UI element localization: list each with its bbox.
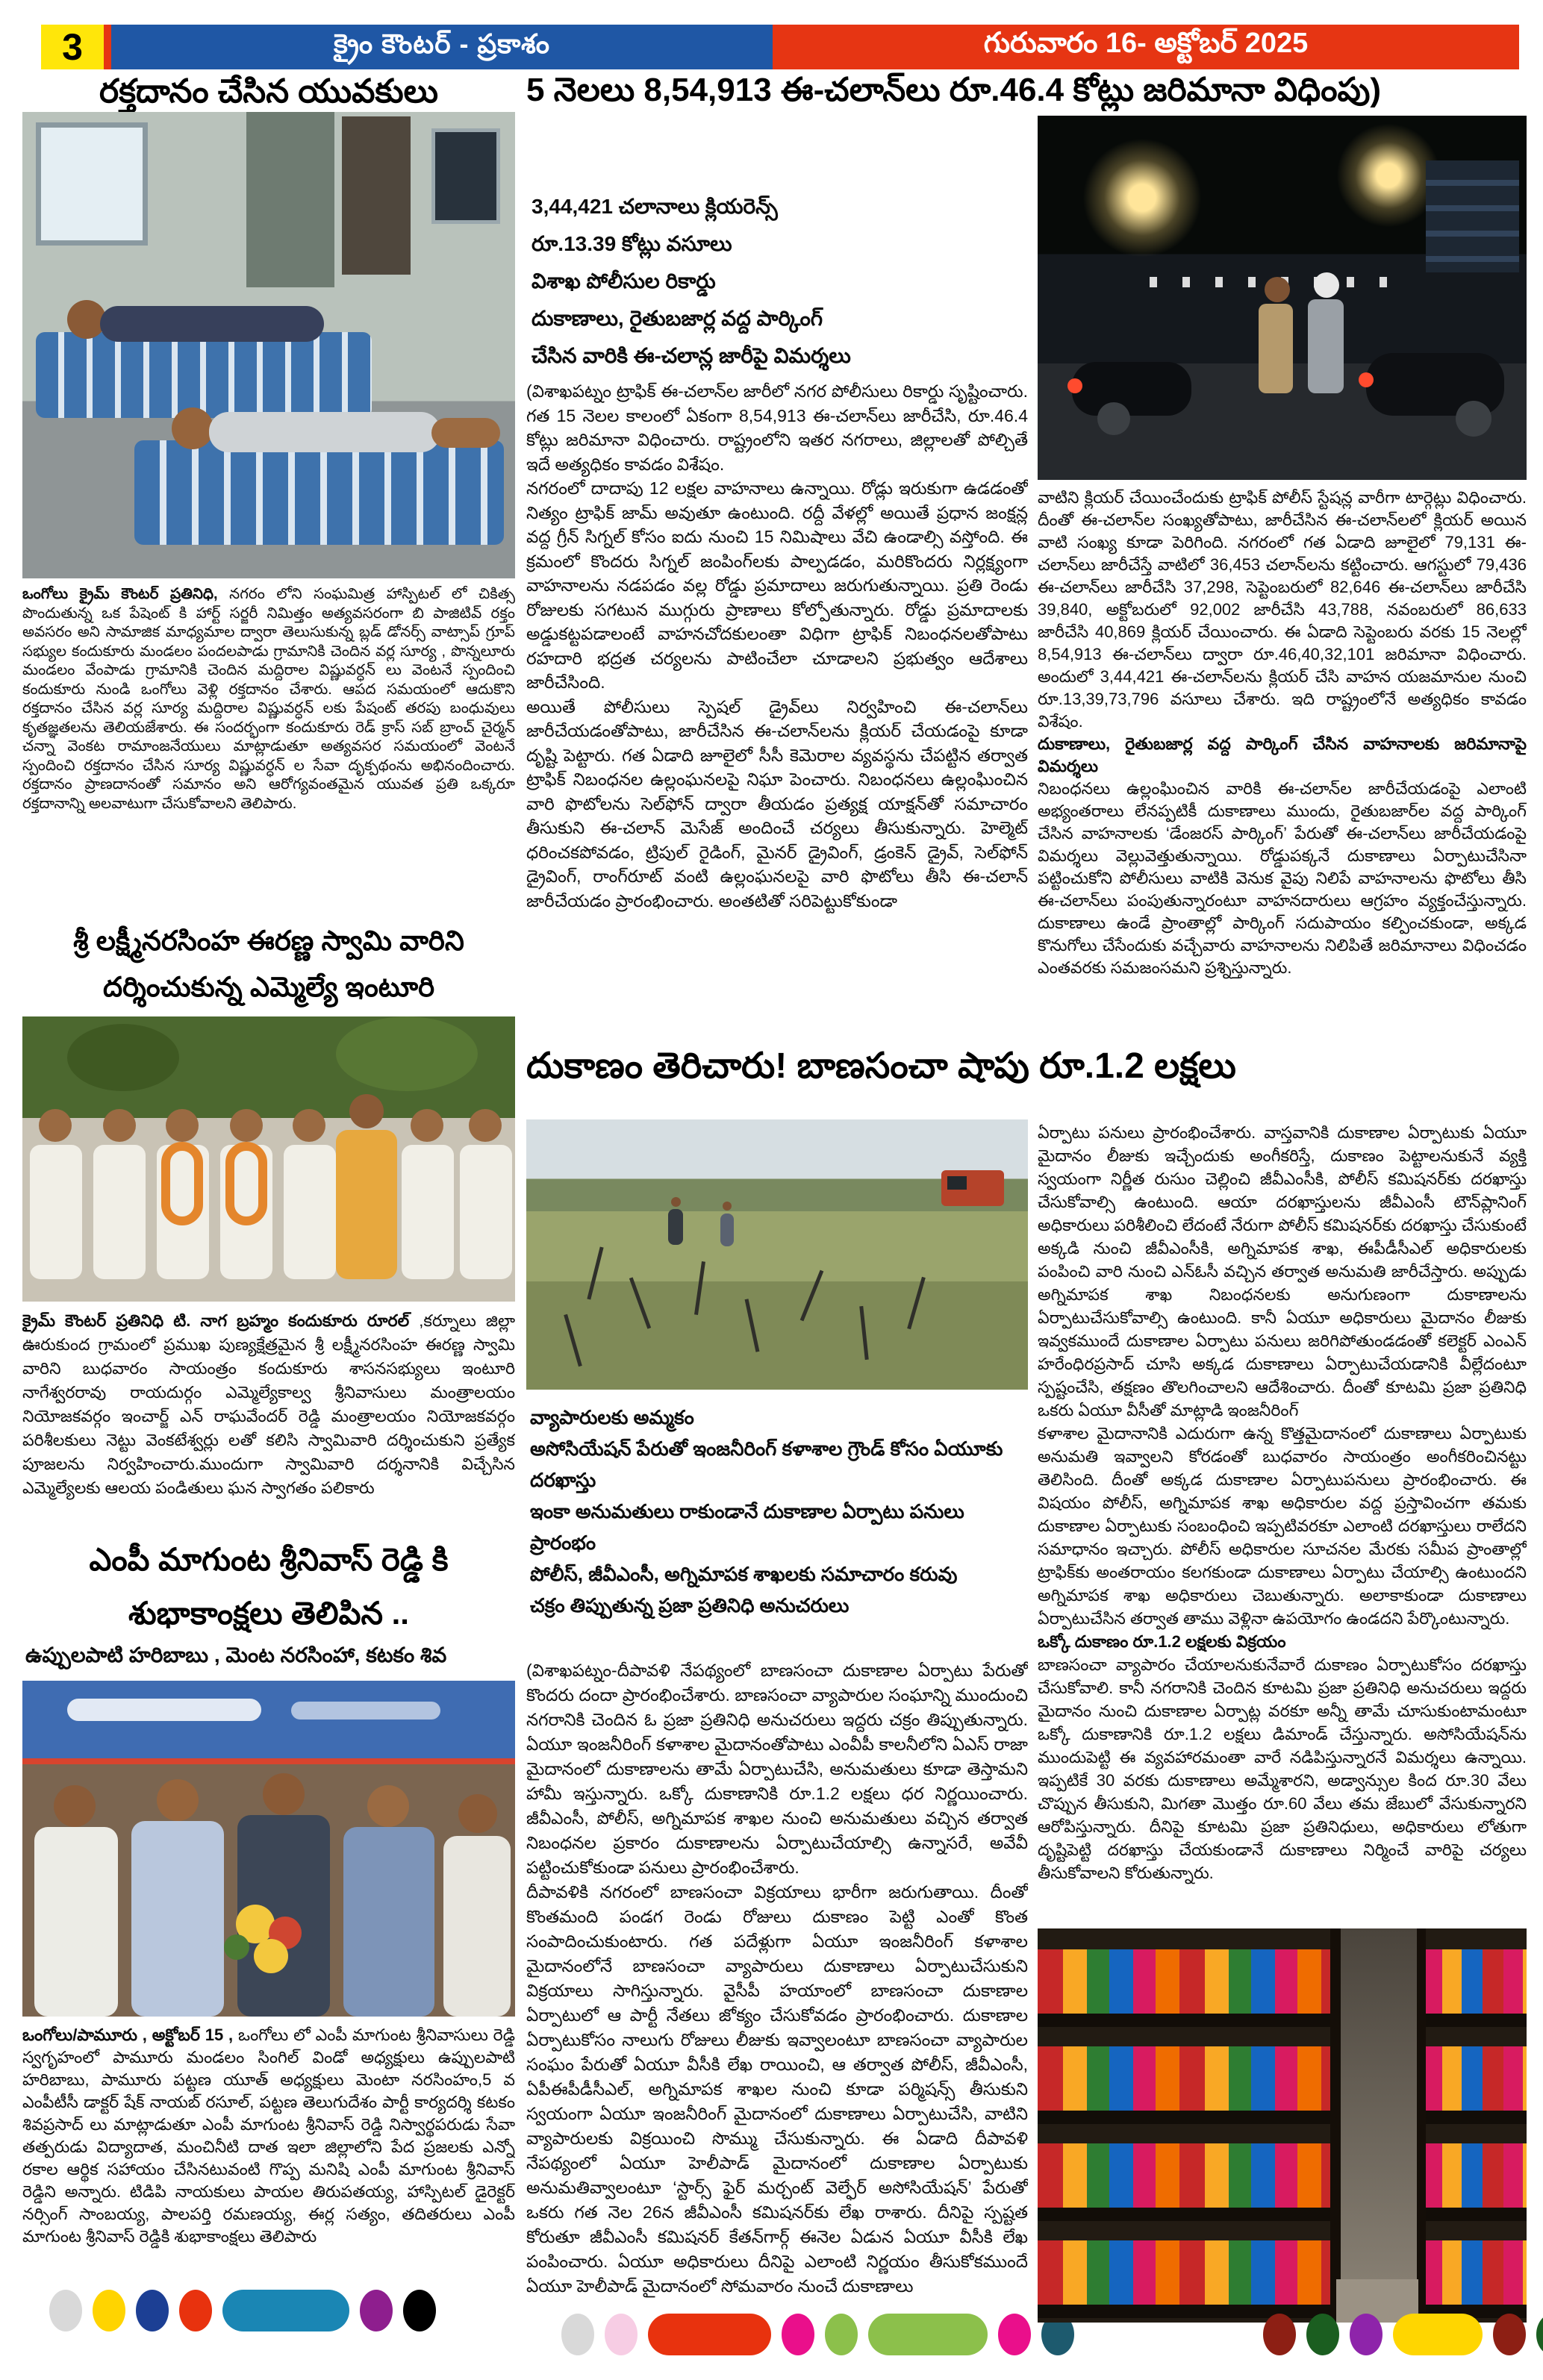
person-head-shape [411,1109,443,1142]
person-head-shape [293,1109,325,1142]
text-line: వ్యాపారులకు అమ్మకం [530,1406,694,1428]
person-head-shape [458,1794,497,1833]
motorbike-shape [1072,362,1191,416]
cabinet-shape [246,112,334,287]
color-bar [1393,2314,1483,2355]
shelf-row-shape [1038,2046,1336,2124]
text-line: నగరంలో దాదాపు 12 లక్షల వాహనాలు ఉన్నాయి. రోడ్లు ఇరుకుగా ఉడడంతో నిత్యం ట్రాఫిక్ జామ్ అవుతూ ఉంటుంది. రద్దీ వేళల్లో అయితే ప్రధాన జంక్షన్ల వద్ద గ్రీన్ సిగ్నల్ కోసం ఐదు నుంచి 15 నిమిషాలు వేచి ఉండాల్సి వస్తోంది. ఈ క్రమంలో కొందరు సిగ్నల్ జంపింగ్‌లకు పాల్పడడం, మరికొందరు నిర్లక్ష్యంగా వాహనాలను నడపడం వల్ల రోడ్డు ప్రమాదాలు జరుగుతున్నాయి. ప్రతి రెండు రోజులకు సగటున ముగ్గురు ప్రాణాలు కోల్పోతున్నారు. రోడ్డు ప్రమాదాలకు అడ్డుకట్టపడాలంటే వాహనచోదకులంతా విధిగా ట్రాఫిక్ నిబంధనలతోపాటు రహదారి భద్రత చర్యలను పాటించేలా చూడాలని ప్రభుత్వం ఆదేశాలు జారీచేసింది. [526,478,1028,692]
banner-text-shape [67,1699,261,1721]
pole-shape [629,1277,651,1328]
headline-cracker-shop: దుకాణం తెరిచారు! బాణసంచా షాపు రూ.1.2 లక్షలు [526,1046,1236,1086]
police-officer-shape [1259,304,1293,393]
garland-shape [161,1142,203,1225]
police-helmet-shape [1314,272,1339,298]
color-dot [825,2314,858,2355]
taillight-shape [1067,378,1082,393]
person-shape [93,1145,146,1279]
shelf-row-shape [1038,1949,1336,2027]
headline-temple-visit: శ్రీ లక్ష్మీనరసింహ ఈరణ్ణ స్వామి వారిని దర్శించుకున్న ఎమ్మెల్యే ఇంటూరి [73,925,464,1002]
color-bar [868,2314,988,2355]
article-body-mp [22,2024,515,2287]
text-line: దుకాణాలు, రైతుబజార్ల వద్ద పార్కింగ్ [532,307,823,330]
text-line: క్రైమ్ కౌంటర్ ప్రతినిధి టి. నాగ బ్రహ్మం కందుకూరు రూరల్ ,కర్నూలు జిల్లా ఊరుకుంద గ్రామంలో ప్రముఖ పుణ్యక్షేత్రమైన శ్రీ లక్ష్మీనరసింహ ఈరణ్ణ స్వామి వారిని బుధవారం సాయంత్రం కందుకూరు శాసనసభ్యులు ఇంటూరి నాగేశ్వరరావు రాయదుర్గం ఎమ్మెల్యేకాల్వ శ్రీనివాసులు మంత్రాలయం నియోజకవర్గం ఇంచార్జ్ ఎన్ రాఘవేందర్ రెడ్డి మంత్రాలయం నియోజకవర్గం పరిశీలకులు నెట్టు వెంకటేశ్వర్లు లతో కలిసి స్వామివారి దర్శించుకుని ప్రత్యేక పూజలను నిర్వహించారు.ముందుగా స్వామివారి దర్శనానికి విచ్చేసిన ఎమ్మెల్యేలకు ఆలయ పండితులు ఘన స్వాగతం పలికారు [22,1311,515,1497]
person-shape [460,1145,512,1279]
color-dot [93,2290,125,2331]
text-line: వాటిని క్లియర్ చేయించేందుకు ట్రాఫిక్ పోలీస్ స్టేషన్ల వారీగా టార్గెట్లు విధించారు. దీంతో ఈ-చలాన్‌ల సంఖ్యతోపాటు, జారీచేసిన ఈ-చలాన్‌లలో క్లియర్ అయిన వాటి సంఖ్య కూడా పెరిగింది. నగరంలో గత ఏడాది జూలైలో 79,131 ఈ-చలాన్‌లు జారీచేస్తే వాటిలో 36,453 చలాన్‌లను కట్టించారు. ఆగస్టులో 79,436 ఈ-చలాన్‌లు జారీచేసి 37,298, సెప్టెంబరులో 82,646 ఈ-చలాన్‌లు జారీచేసి 39,840, అక్టోబరులో 92,002 జారీచేసి 43,788, నవంబరులో 86,633 జారీచేసి 40,869 క్లియర్ చేయించారు. ఈ ఏడాది సెప్టెంబరు వరకు 15 నెలల్లో 8,54,913 ఈ-చలాన్‌లు ద్వారా రూ.46,40,32,101 జరిమానా విధించారు. అందులో 3,44,421 ఈ-చలాన్‌లను క్లియర్ చేసి వాహన యజమానుల నుంచి రూ.13,39,73,796 వసూలు చేశారు. ఇది రాష్ట్రంలోనే అత్యధికం కావడం విశేషం. [1038,488,1527,731]
person-shape [34,1827,118,2017]
header-divider [104,25,111,69]
photo-night-traffic-police [1038,116,1527,480]
text-line: (విశాఖపట్నం ట్రాఫిక్ ఈ-చలాన్‌ల జారీలో నగర పోలీసులు రికార్డు సృష్టించారు. గత 15 నెలల కాలంలో ఏకంగా 8,54,913 ఈ-చలాన్‌లు జారీచేసి, రూ.46.4 కోట్లు జరిమానా విధించారు. రాష్ట్రంలోని ఇతర నగరాలు, జిల్లాలతో పోల్చితే ఇదే అత్యధికం కావడం విశేషం. [526,381,1028,474]
donor-legs-shape [431,418,500,448]
hospital-bed-shape [134,440,504,545]
text-line: ఏర్పాటు పనులు ప్రారంభించేశారు. వాస్తవానికి దుకాణాల ఏర్పాటుకు ఏయూ మైదానం లీజుకు ఇచ్చేందుకు అంగీకరిస్తే, దుకాణం పెట్టాలనుకునే వ్యక్తి స్వయంగా నిర్ణీత రుసుం చెల్లించి జీవీఎంసీకి, పోలీస్ కమిషనర్‌కు దరఖాస్తు చేసుకోవాల్సి ఉంటుంది. ఆయా దరఖాస్తులను జీవీఎంసీ టౌన్‌ప్లానింగ్ అధికారులు పరిశీలించి లేదంటే నేరుగా పోలీస్ కమిషనర్‌కు దరఖాస్తు చేసుకుంటే అక్కడి నుంచి జీవీఎంసీకి, అగ్నిమాపక శాఖ, ఈపీడీసీఎల్ అధికారులకు పంపించి వారి నుంచి ఎన్ఓసీ వచ్చిన తర్వాత అనుమతి జారీచేస్తారు. అప్పుడు అగ్నిమాపక శాఖ నిబంధనలకు అనుగుణంగా దుకాణాలను ఏర్పాటుచేసుకోవాల్సి ఉంటుంది. కానీ ఏయూ అధికారులు మైదానం లీజుకు ఇవ్వకముందే దుకాణాల ఏర్పాటు పనులు జరిగిపోతుండడంతో కలెక్టర్ ఎంఎన్ హరేంధిరప్రసాద్ చూసి అక్కడ దుకాణాలు ఏర్పాటుచేయడానికి వీల్లేదంటూ స్పష్టంచేసి, తక్షణం తొలగించాలని ఆదేశించారు. దీంతో కూటమి ప్రజా ప్రతినిధి ఒకరు ఏయూ వీసీతో మాట్లాడి ఇంజనీరింగ్ [1038,1123,1527,1419]
person-head-shape [54,1785,96,1827]
color-dot [998,2314,1031,2355]
article-body-shop-col2 [1038,1121,1527,1923]
crosshead: ఒక్కో దుకాణం రూ.1.2 లక్షలకు విక్రయం [1038,1632,1286,1651]
subheads-echallan [532,188,1032,375]
streetlight-glow-shape [1336,123,1441,228]
pole-shape [859,1306,868,1360]
person-head-shape [157,1779,199,1821]
text-line: ఒంగోలు క్రైమ్ కౌంటర్ ప్రతినిధి, నగరం లోని సంఘమిత్ర హాస్పిటల్ లో చికిత్స పొందుతున్న ఒక పేషెంట్ కి హార్ట్ సర్జరీ నిమిత్తం అత్యవసరంగా బి పాజిటివ్ రక్తం అవసరం అని సామాజిక మాధ్యమాల ద్వారా తెలుసుకున్న బ్లడ్ డోనర్స్ వాట్సాప్ గ్రూప్ సభ్యుల కందుకూరు మండలం పందలపాడు గ్రామానికి చెందిన వర్ల సూర్య , పొన్నలూరు మండలం వేంపాడు గ్రామానికి చెందిన మద్దిరాల విష్ణువర్ధన్ లు వెంటనే స్పందించి కందుకూరు నుండి ఒంగోలు వెళ్లి రక్తదానం చేశారు. ఆపద సమయంలో ఆదుకొని రక్తదానం చేసిన వర్ల సూర్య మద్దిరాల విష్ణువర్ధన్ లకు పేషంట్ తరపు బంధువులు కృతజ్ఞతలను తెలియజేశారు. ఈ సందర్భంగా కందుకూరు రెడ్ క్రాస్ సబ్ బ్రాంచ్ చైర్మన్ చన్నా వెంకట రామాంజనేయులు మాట్లాడుతూ అత్యవసర సమయంలో వెంటనే స్పందించి రక్తదానం చేసిన సూర్య విష్ణువర్ధన్ ల సేవా దృక్పథంను అభినందించారు. రక్తదానం ప్రాణదానంతో సమానం అని ఆరోగ్యవంతమైన యువత ప్రతి ఒక్కరూ రక్తదానాన్ని అలవాటుగా చేసుకోవాలని తెలిపారు. [22,586,515,812]
donor-body-shape [100,306,324,342]
footer-dots-middle [561,2314,1085,2355]
color-dot [403,2290,436,2331]
photo-mp-greetings [22,1681,515,2017]
shelf-row-shape [1423,1949,1527,2027]
person-shape [30,1145,82,1279]
person-shape [443,1836,511,2017]
priest-head-shape [349,1094,384,1128]
pole-shape [587,1246,603,1299]
photo-blood-donation-camp [22,112,515,578]
text-line: అసోసియేషన్ పేరుతో ఇంజనీరింగ్ కళాశాల గ్రౌండ్ కోసం ఏయూకు దరఖాస్తు [530,1437,1003,1491]
color-dot [782,2314,814,2355]
headline-blood-donation: రక్తదానం చేసిన యువకులు [99,73,439,110]
bouquet-leaf-shape [224,1934,249,1960]
headline-echallan: 5 నెలలు 8,54,913 ఈ-చలాన్‌లు రూ.46.4 కోట్లు జరిమానా విధింపు) [526,72,1382,108]
color-dot [1306,2314,1339,2355]
person-head-shape [230,1109,263,1142]
color-dot [561,2314,594,2355]
subhead-mp-greetings: ఉప్పులపాటి హరిబాబు , మెంట నరసింహా, కటకం శివ [25,1643,447,1667]
person-head-shape [39,1109,72,1142]
text-line: చక్రం తిప్పుతున్న ప్రజా ప్రతినిధి అనుచరులు [530,1594,850,1617]
article-body-echallan-col1 [526,379,1028,1037]
text-line: ఒంగోలు/పామూరు , అక్టోబర్ 15 , ఒంగోలు లో ఎంపీ మాగుంట శ్రీనివాసులు రెడ్డి స్వగృహంలో పామూరు మండలం సింగిల్ విండో అధ్యక్షులు ఉప్పులపాటి హరిబాబు, పామూరు పట్టణ యూత్ అధ్యక్షులు మెంటా నరసింహం,5 వ ఎంపీటీసీ డాక్టర్ షేక్ నాయబ్ రసూల్, పట్టణ తెలుగుదేశం పార్టీ కార్యదర్శి కటకం శివప్రసాద్ లు మాట్లాడుతూ ఎంపీ మాగుంట శ్రీనివాస్ రెడ్డి నిస్వార్థపరుడు సేవా తత్పరుడు విద్యాదాత, మంచినీటి దాత ఇలా జిల్లాలోని పేద ప్రజలకు ఎన్నో రకాల ఆర్థిక సహాయం చేసినటువంటి గొప్ప మనిషి ఎంపీ మాగుంట శ్రీనివాస్ రెడ్డిని అన్నారు. టిడిపి నాయకులు పాయల తిరుపతయ్య, హాస్పిటల్ డైరెక్టర్ నర్సింగ్ సాంబయ్య, పాలపర్తి రమణయ్య, ఈర్ల సత్యం, తదితరులు ఎంపీ మాగుంట శ్రీనివాస్ రెడ్డికి శుభాకాంక్షలు తెలిపారు [22,2026,515,2246]
shelf-row-shape [1423,2046,1527,2124]
article-body-shop-col1 [526,1658,1028,2327]
shelf-row-shape [1423,2240,1527,2318]
police-head-shape [1265,277,1290,302]
ribbon-shape [22,1758,515,1764]
text-line: చేసిన వారికి ఈ-చలాన్ల జారీపై విమర్శలు [532,344,851,367]
text-line: 3,44,421 చలానాలు క్లియరెన్స్ [532,195,778,218]
person-head-shape [367,1785,409,1827]
text-line: దీపావళికి నగరంలో బాణసంచా విక్రయాలు భారీగా జరుగుతాయి. దీంతో కొంతమంది పండగ రెండు రోజులు దుకాణం పెట్టి ఎంతో కొంత సంపాదించుకుంటారు. గత పదేళ్లుగా ఏయూ ఇంజనీరింగ్ కళాశాల మైదానంలోనే బాణసంచా వ్యాపారులు దుకాణాలు ఏర్పాటుచేసుకుని విక్రయాలు సాగిస్తున్నారు. వైసీపీ హయాంలో బాణసంచా దుకాణాల ఏర్పాటులో ఆ పార్టీ నేతలు జోక్యం చేసుకోవడం ప్రారంభించారు. దుకాణాల ఏర్పాటుకోసం నాలుగు రోజులు లీజుకు ఇవ్వాలంటూ బాణసంచా వ్యాపారుల సంఘం పేరుతో ఏయూ వీసీకి లేఖ రాయించి, ఆ తర్వాత పోలీస్, జీవీఎంసీ, ఏపీఈపీడీసీఎల్, అగ్నిమాపక శాఖల నుంచి కూడా పర్మిషన్స్ తీసుకుని స్వయంగా ఏయూ ఇంజనీరింగ్ మైదానంలో దుకాణాలు ఏర్పాటుచేసి, వాటిని వ్యాపారులకు విక్రయించి సొమ్ము చేసుకున్నారు. ఈ ఏడాది దీపావళి నేపథ్యంలో ఏయూ హెలీపాడ్ మైదానంలో దుకాణాల ఏర్పాటుకు అనుమతివ్వాలంటూ ‘స్టార్స్ ఫైర్ మర్చంట్ వెల్ఫేర్ అసోసియేషన్’ పేరుతో ఒకరు గత నెల 26న జీవీఎంసీ కమిషనర్‌కు లేఖ రాశారు. దీనిపై స్పష్టత కోరుతూ జీవీఎంసీ కమిషనర్ కేతన్‌గార్గ్ ఈనెల ఏడున ఏయూ వీసీకి లేఖ పంపించారు. ఏయూ అధికారులు దీనిపై ఎలాంటి నిర్ణయం తీసుకోకముందే ఏయూ హెలీపాడ్ మైదానంలో సోమవారం నుంచే దుకాణాలు [526,1882,1028,2296]
foliage-shape [67,1024,179,1091]
color-dot [605,2314,638,2355]
person-head-shape [103,1109,136,1142]
color-dot [1493,2314,1526,2355]
edition-date: గురువారం 16- అక్టోబర్ 2025 [773,25,1519,69]
article-body-echallan-col2 [1038,487,1527,1036]
banner-text-shape [291,1702,440,1720]
photo-temple-visit [22,1016,515,1302]
masthead-title: క్రైం కౌంటర్ - ప్రకాశం [111,25,773,69]
hospital-bed-shape [36,332,372,418]
window-shape [36,122,148,246]
person-shape [668,1209,683,1245]
wheel-shape [1097,402,1130,435]
text-line: కళాశాల మైదానానికి ఎదురుగా ఉన్న కొత్తమైదానంలో దుకాణాలు ఏర్పాటుకు అనుమతి ఇవ్వాలని కోరడంతో బుధవారం సాయంత్రం అంగీకరించినట్టు తెలిసింది. దీంతో అక్కడ దుకాణాల ఏర్పాటుపనులు ప్రారంభించారు. ఈ విషయం పోలీస్, అగ్నిమాపక శాఖ అధికారుల వద్ద ప్రస్తావించగా తమకు దుకాణాల ఏర్పాటుకు సంబంధించి ఇప్పటివరకూ ఎలాంటి దరఖాస్తులు రాలేదని సమాధానం ఇచ్చారు. పోలీస్ అధికారుల సూచనల మేరకు సమీప ప్రాంతాల్లో ట్రాఫిక్‌కు అంతరాయం కలగకుండా దుకాణాలు ఏర్పాటు చేయాల్సి ఉంటుందని అగ్నిమాపక శాఖ అధికారులు చెబుతున్నారు. అలాకాకుండా దుకాణాలు ఏర్పాటుచేసిన తర్వాత తాము వెళ్లినా ఉపయోగం ఉండదని పేర్కొంటున్నారు. [1038,1424,1527,1628]
person-shape [131,1821,224,2017]
streetlight-glow-shape [1082,138,1202,257]
priest-shape [336,1130,397,1279]
person-head-shape [723,1202,732,1211]
shelf-post-shape [1330,1928,1341,2323]
color-dot [1350,2314,1383,2355]
color-dot [136,2290,169,2331]
foliage-shape [336,1016,478,1091]
person-head-shape [469,1109,502,1142]
text-line: బాణసంచా వ్యాపారం చేయాలనుకునేవారే దుకాణం ఏర్పాటుకోసం దరఖాస్తు చేసుకోవాలి. కానీ నగరానికి చెందిన కూటమి ప్రజా ప్రతినిధి అనుచరులు ఇద్దరు మైదానం నుంచి దుకాణాల ఏర్పాట్ల వరకూ అన్నీ తామే చూసుకుంటామంటూ ఒక్కో దుకాణానికి రూ.1.2 లక్షలు డిమాండ్ చేస్తున్నారు. అసోసియేషన్‌ను ముందుపెట్టి ఈ వ్యవహారమంతా వారే నడిపిస్తున్నారనే విమర్శలు ఉన్నాయి. ఇప్పటికే 30 వరకు దుకాణాలు అమ్మేశారని, అడ్వాన్సుల కింద రూ.30 వేలు చొప్పున తీసుకుని, మిగతా మొత్తం రూ.60 వేలు తమ జేబులో వేసుకున్నారని ఆరోపిస్తున్నారు. దీనిపై కూటమి ప్రజా ప్రతినిధులు, అధికారులు లోతుగా దృష్టిపెట్టి దరఖాస్తు చేయకుండానే దుకాణాలు నిర్మించే వారిపై చర్యలు తీసుకోవాలని కోరుతున్నారు. [1038,1655,1527,1882]
shelf-row-shape [1038,2143,1336,2221]
shelf-row-shape [1423,2143,1527,2221]
person-head-shape [263,1773,305,1815]
person-shape [343,1827,434,2017]
color-dot [1536,2314,1543,2355]
donor-body-shape [209,412,440,452]
aisle-shape [1336,1928,1418,2323]
pole-shape [907,1277,926,1330]
person-shape [402,1145,454,1279]
photo-fireworks-shop-shelves [1038,1928,1527,2323]
shelf-post-shape [1417,1928,1426,2323]
bouquet-flower-shape [254,1939,288,1973]
building-shape [1426,160,1519,272]
text-line: విశాఖ పోలీసుల రికార్డు [532,269,716,293]
wheel-shape [1456,401,1491,437]
taillight-shape [1359,372,1374,387]
color-dot [1263,2314,1296,2355]
pole-shape [694,1261,705,1315]
article-body-temple [22,1309,515,1530]
pole-shape [800,1270,824,1322]
text-line: ఇంకా అనుమతులు రాకుండానే దుకాణాల ఏర్పాటు పనులు ప్రారంభం [530,1500,964,1554]
person-head-shape [671,1197,681,1207]
text-line: నిబంధనలు ఉల్లంఘించిన వారికి ఈ-చలాన్‌ల జారీచేయడంపై ఎలాంటి అభ్యంతరాలు లేనప్పటికీ దుకాణాలు ముందు, రైతుబజార్‌ల వద్ద పార్కింగ్ చేసిన వాహనాలకు ‘డేంజరస్ పార్కింగ్’ పేరుతో ఈ-చలాన్‌లు జారీచేయడంపై విమర్శలు వెల్లువెత్తుతున్నాయి. రోడ్డుపక్కనే దుకాణాలు ఏర్పాటుచేసినా పట్టించుకోని పోలీసులు వాటికి వెనుక వైపు నిలిపే వాహనాలను ఫొటోలు తీసి ఈ-చలాన్‌లు పంపుతున్నారంటూ వాహనదారులు ఆగ్రహం వ్యక్తంచేస్తున్నారు. దుకాణాలు ఉండే ప్రాంతాల్లో పార్కింగ్ సదుపాయం కల్పించకుండా, అక్కడ కొనుగోలు చేసేందుకు వచ్చేవారు వాహనాలను నిలిపితే జరిమానాలు విధించడం ఎంతవరకు సమజంసమని ప్రశ్నిస్తున్నారు. [1038,779,1527,977]
color-dot [49,2290,82,2331]
text-line: పోలీస్, జీవీఎంసీ, అగ్నిమాపక శాఖలకు సమాచారం కరువు [530,1563,958,1585]
police-officer-shape [1308,299,1344,393]
photo-ground-preparation [526,1119,1028,1390]
text-line: (విశాఖపట్నం-దీపావళి నేపథ్యంలో బాణసంచా దుకాణాల ఏర్పాటు పేరుతో కొందరు దందా ప్రారంభించేశారు. బాణసంచా వ్యాపారుల సంఘాన్ని ముందుంచి నగరానికి చెందిన ఓ ప్రజా ప్రతినిధి అనుచరులు ఇద్దరు చక్రం తిప్పుతున్నారు. ఏయూ ఇంజనీరింగ్ కళాశాల మైదానంతోపాటు ఎంవీపీ కాలనీలోని ఏఎస్ రాజా మైదానంలో దుకాణాలను తామే ఏర్పాటుచేసి, అనుమతులు కూడా తెస్తామని హామీ ఇస్తున్నారు. ఒక్కో దుకాణానికి రూ.1.2 లక్షలు ధర నిర్ణయించారు. జీవీఎంసీ, పోలీస్, అగ్నిమాపక శాఖల నుంచి అనుమతులు వచ్చిన తర్వాత నిబంధనల ప్రకారం దుకాణాలను ఏర్పాటుచేయాల్సి ఉన్నాసరే, అవేవీ పట్టించుకోకుండా పనులు ప్రారంభించేశారు. [526,1661,1028,1877]
footer-dots-left [49,2290,446,2331]
color-dot [360,2290,393,2331]
page-number: 3 [41,25,104,69]
crosshead: దుకాణాలు, రైతుబజార్ల వద్ద పార్కింగ్ చేసిన వాహనాలకు జరిమానాపై విమర్శలు [1038,734,1527,775]
headline-mp-greetings: ఎంపీ మాగుంట శ్రీనివాస్ రెడ్డి కి శుభాకాంక్షలు తెలిపిన .. [89,1542,449,1631]
person-shape [720,1214,734,1246]
pole-shape [745,1299,760,1352]
truck-window-shape [947,1176,967,1190]
color-dot [179,2290,212,2331]
text-line: రూ.13.39 కోట్లు వసూలు [532,232,732,255]
donor-head-shape [172,407,213,449]
text-line: అయితే పోలీసులు స్పెషల్ డ్రైవ్‌లు నిర్వహించి ఈ-చలాన్‌లు జారీచేయడంతోపాటు, జారీచేసిన ఈ-చలాన్‌లను క్లియర్ చేయడంపై కూడా దృష్టి పెట్టారు. గత ఏడాది జూలైలో సీసీ కెమెరాల వ్యవస్థను చేపట్టిన తర్వాత ట్రాఫిక్ నిబంధనల ఉల్లంఘనలపై నిఘా పెంచారు. నిబంధనలు ఉల్లంఘించిన వారి ఫొటోలను సెల్‌ఫోన్ ద్వారా తీయడం ప్రత్యక్ష యాక్షన్‌తో సమాచారం తీసుకుని ఈ-చలాన్ మెసేజ్ అందించే చర్యలు తీసుకున్నారు. హెల్మెట్ ధరించకపోవడం, ట్రిపుల్ రైడింగ్, మైనర్ డ్రైవింగ్, డ్రంకెన్ డ్రైవ్, సెల్‌ఫోన్ డ్రైవింగ్, రాంగ్‌రూట్ వంటి ఉల్లంఘనలపై వారి ఫొటోలు తీసి ఈ-చలాన్ జారీచేయడం ప్రారంభించారు. అంతటితో సరిపెట్టుకోకుండా [526,696,1028,911]
color-bar [648,2314,771,2355]
color-bar [222,2290,349,2331]
footer-dots-right [1263,2314,1543,2355]
door-shape [342,116,411,275]
shelf-row-shape [1038,2240,1336,2318]
pole-shape [564,1314,582,1367]
garland-shape [225,1142,267,1225]
person-shape [284,1145,336,1279]
monitor-shape [431,128,500,224]
subheads-cracker-shop [530,1402,1029,1621]
article-body-blood [22,585,515,909]
person-head-shape [166,1109,199,1142]
